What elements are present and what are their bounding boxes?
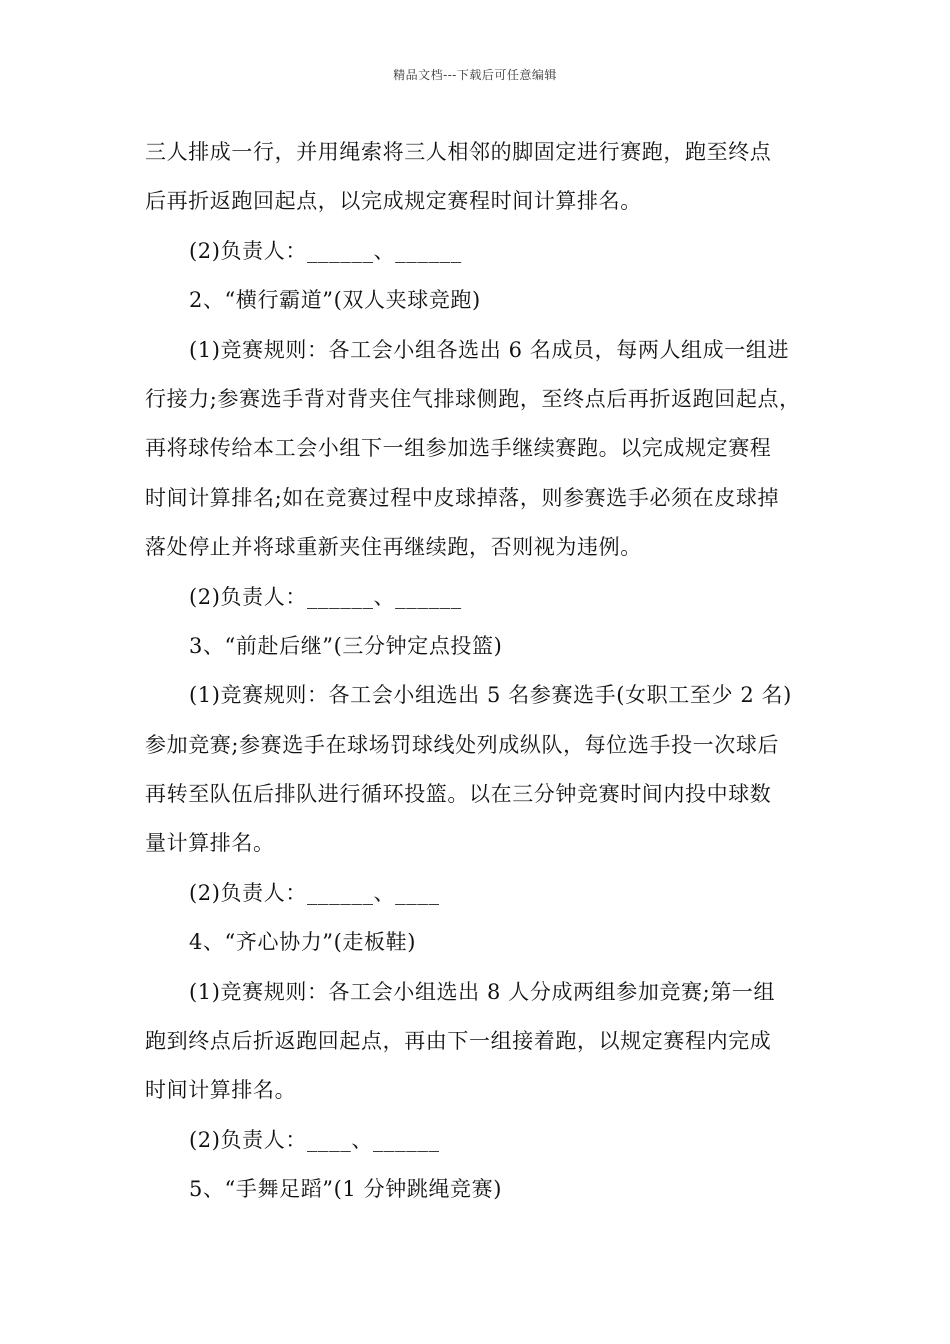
text-line: 三人排成一行，并用绳索将三人相邻的脚固定进行赛跑，跑至终点 [145, 140, 772, 164]
rules-line: (1)竞赛规则：各工会小组选出 8 人分成两组参加竞赛;第一组 [189, 979, 776, 1004]
responsible-person-line: (2)负责人：______、______ [189, 238, 462, 263]
event-heading: 4、“齐心协力”(走板鞋) [189, 930, 417, 955]
text-line: 后再折返跑回起点，以完成规定赛程时间计算排名。 [145, 189, 642, 214]
text-line: 时间计算排名。 [145, 1078, 297, 1103]
page-header: 精品文档---下载后可任意编辑 [393, 68, 557, 82]
event-heading: 3、“前赴后继”(三分钟定点投篮) [189, 633, 503, 658]
text-line: 行接力;参赛选手背对背夹住气排球侧跑，至终点后再折返跑回起点， [145, 386, 801, 411]
text-line: 量计算排名。 [145, 831, 275, 856]
text-line: 落处停止并将球重新夹住再继续跑，否则视为违例。 [145, 535, 642, 560]
responsible-person-line: (2)负责人：____、______ [189, 1127, 440, 1152]
text-line: 再将球传给本工会小组下一组参加选手继续赛跑。以完成规定赛程 [145, 436, 772, 461]
text-line: 参加竞赛;参赛选手在球场罚球线处列成纵队，每位选手投一次球后 [145, 732, 780, 757]
responsible-person-line: (2)负责人：______、____ [189, 880, 440, 905]
rules-line: (1)竞赛规则：各工会小组选出 5 名参赛选手(女职工至少 2 名) [189, 683, 792, 708]
text-line: 跑到终点后折返跑回起点，再由下一组接着跑，以规定赛程内完成 [145, 1029, 772, 1054]
event-heading: 5、“手舞足蹈”(1 分钟跳绳竞赛) [189, 1177, 503, 1202]
responsible-person-line: (2)负责人：______、______ [189, 584, 462, 609]
text-line: 再转至队伍后排队进行循环投篮。以在三分钟竞赛时间内投中球数 [145, 782, 772, 807]
rules-line: (1)竞赛规则：各工会小组各选出 6 名成员，每两人组成一组进 [189, 337, 790, 362]
text-line: 时间计算排名;如在竞赛过程中皮球掉落，则参赛选手必须在皮球掉 [145, 485, 780, 510]
document-body [145, 128, 807, 1215]
event-heading: 2、“横行霸道”(双人夹球竞跑) [189, 288, 481, 313]
